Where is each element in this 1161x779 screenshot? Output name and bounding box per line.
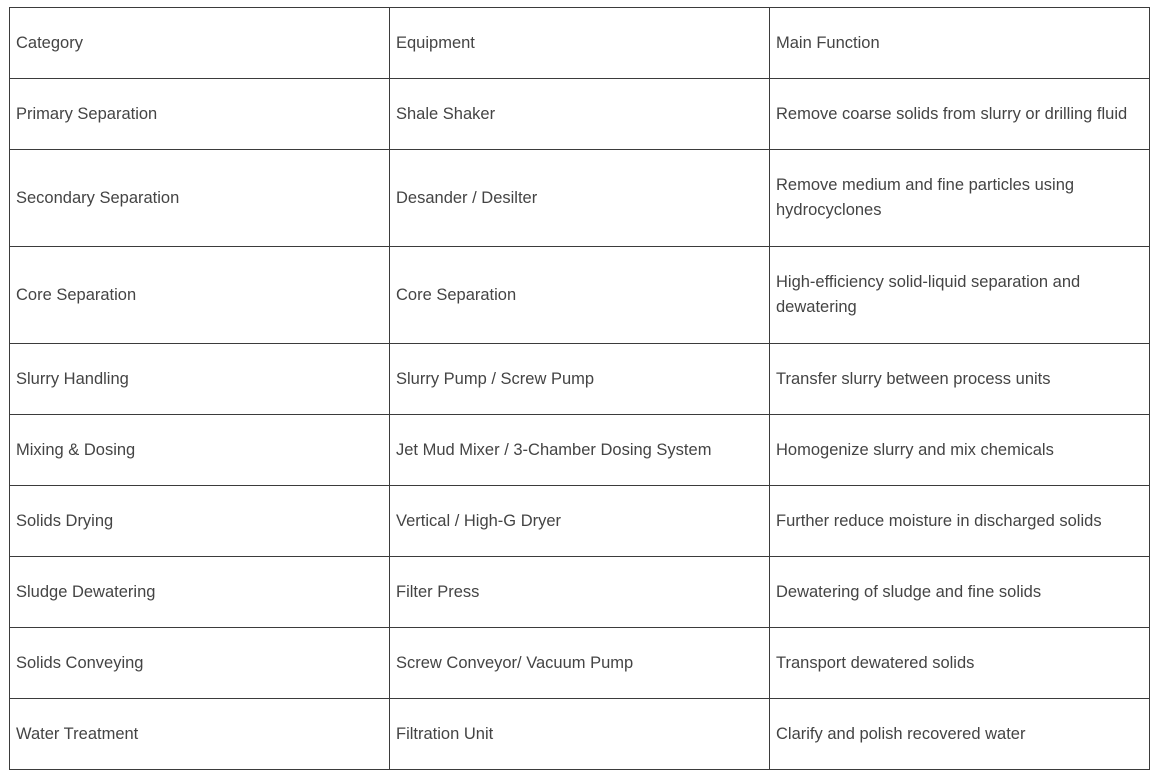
cell-main-function: High-efficiency solid-liquid separation and dewatering: [770, 247, 1150, 344]
cell-main-function: Transport dewatered solids: [770, 628, 1150, 699]
cell-main-function: Clarify and polish recovered water: [770, 699, 1150, 770]
table-row: [10, 415, 1150, 486]
cell-equipment: Screw Conveyor/ Vacuum Pump: [390, 628, 770, 699]
table-row: [10, 150, 1150, 247]
cell-equipment: Shale Shaker: [390, 79, 770, 150]
cell-equipment: Core Separation: [390, 247, 770, 344]
cell-category: Sludge Dewatering: [10, 557, 390, 628]
table-row: [10, 247, 1150, 344]
table-row: [10, 79, 1150, 150]
cell-equipment: Desander / Desilter: [390, 150, 770, 247]
cell-category: Core Separation: [10, 247, 390, 344]
header-main-function: Main Function: [770, 8, 1150, 79]
cell-main-function: Transfer slurry between process units: [770, 344, 1150, 415]
cell-equipment: Filtration Unit: [390, 699, 770, 770]
cell-equipment: Filter Press: [390, 557, 770, 628]
cell-main-function: Homogenize slurry and mix chemicals: [770, 415, 1150, 486]
table-row: [10, 628, 1150, 699]
cell-main-function: Remove coarse solids from slurry or drilling fluid: [770, 79, 1150, 150]
cell-main-function: Remove medium and fine particles using hydrocyclones: [770, 150, 1150, 247]
cell-category: Mixing & Dosing: [10, 415, 390, 486]
cell-category: Water Treatment: [10, 699, 390, 770]
cell-category: Solids Conveying: [10, 628, 390, 699]
header-category: Category: [10, 8, 390, 79]
table-header-row: [10, 8, 1150, 79]
cell-main-function: Dewatering of sludge and fine solids: [770, 557, 1150, 628]
cell-equipment: Slurry Pump / Screw Pump: [390, 344, 770, 415]
cell-category: Solids Drying: [10, 486, 390, 557]
cell-equipment: Jet Mud Mixer / 3-Chamber Dosing System: [390, 415, 770, 486]
equipment-table: [9, 7, 1150, 770]
table-row: [10, 557, 1150, 628]
table-row: [10, 344, 1150, 415]
table-row: [10, 699, 1150, 770]
cell-main-function: Further reduce moisture in discharged solids: [770, 486, 1150, 557]
cell-category: Primary Separation: [10, 79, 390, 150]
cell-equipment: Vertical / High-G Dryer: [390, 486, 770, 557]
cell-category: Slurry Handling: [10, 344, 390, 415]
cell-category: Secondary Separation: [10, 150, 390, 247]
header-equipment: Equipment: [390, 8, 770, 79]
table-row: [10, 486, 1150, 557]
